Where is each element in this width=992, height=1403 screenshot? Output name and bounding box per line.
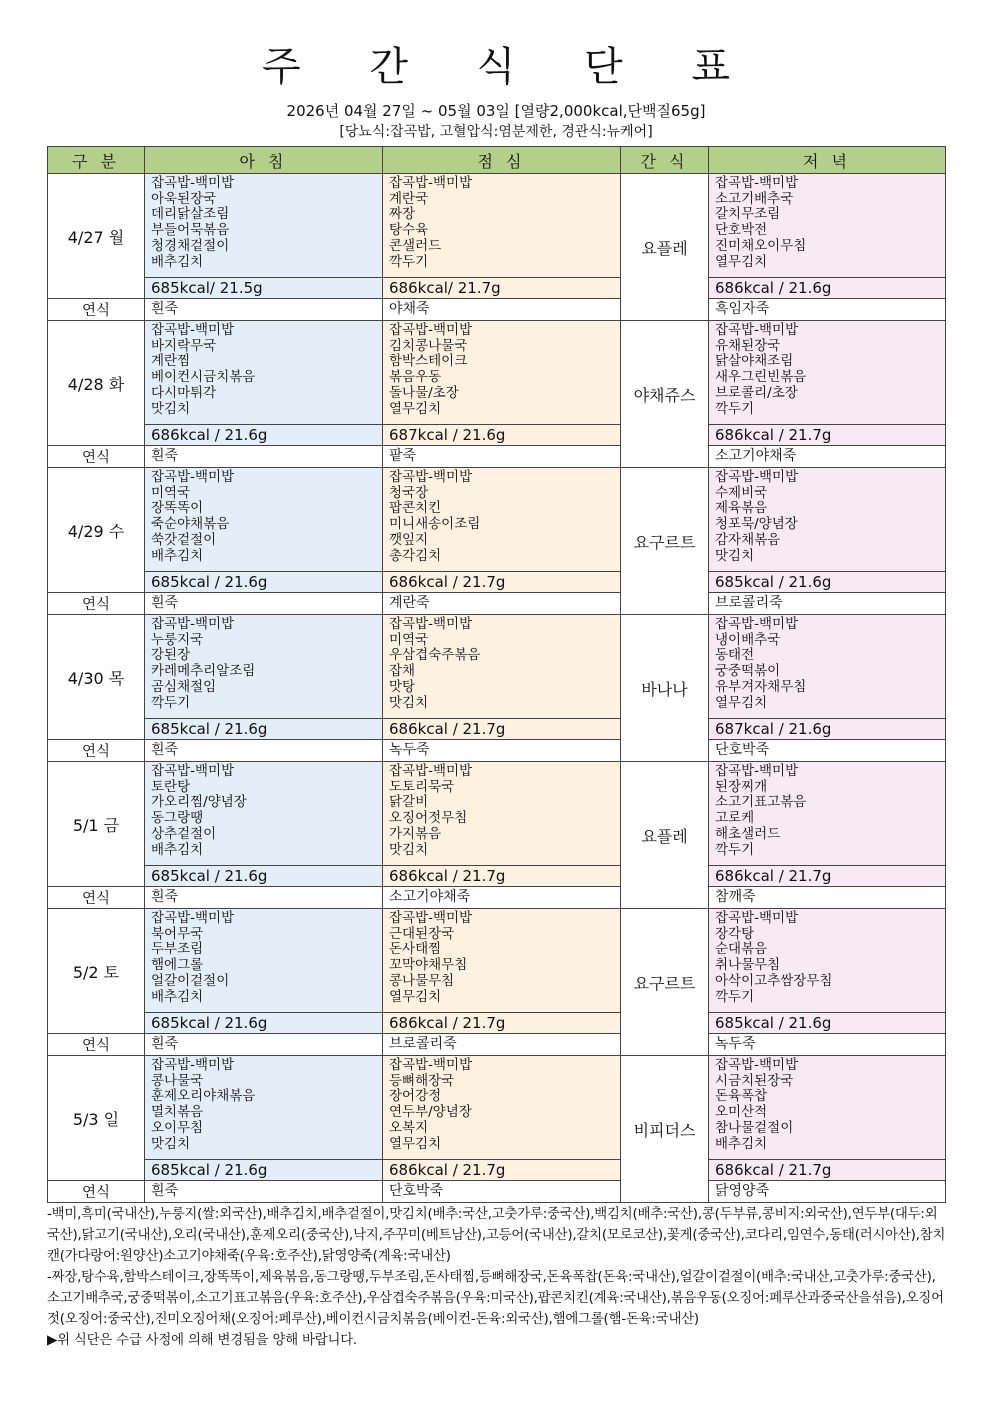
dish-item: 제육볶음 [715, 500, 768, 517]
dish-item: 해초샐러드 [715, 825, 781, 842]
dinner-porridge: 소고기야채죽 [709, 446, 946, 468]
day-label: 4/30 목 [48, 615, 145, 740]
dish-item: 깻잎지 [389, 531, 429, 548]
breakfast-porridge: 흰죽 [145, 1181, 383, 1203]
dish-item: 열무김치 [389, 1135, 442, 1152]
dish-item: 가지볶음 [389, 825, 442, 842]
dish-item: 시금치된장국 [715, 1072, 794, 1089]
breakfast-dishes [145, 762, 383, 866]
dish-item: 배추김치 [151, 547, 204, 564]
dish-item: 맛김치 [389, 694, 429, 711]
dinner-porridge: 브로콜리죽 [709, 593, 946, 615]
dish-item: 우삼겹숙주볶음 [389, 647, 481, 664]
porridge-label: 연식 [48, 446, 145, 468]
day-dishes-row [48, 1056, 946, 1160]
dish-item: 청국장 [389, 484, 429, 501]
dish-item: 취나물무침 [715, 957, 781, 974]
dish-item: 맛김치 [715, 547, 755, 564]
breakfast-dishes [145, 468, 383, 572]
dish-item: 멸치볶음 [151, 1104, 204, 1121]
dish-item: 잡채 [389, 663, 416, 680]
day-dishes-row [48, 174, 946, 278]
day-porridge-row [48, 446, 946, 468]
dish-item: 쑥갓겉절이 [151, 531, 217, 548]
dish-item: 오이무침 [151, 1119, 204, 1136]
dish-item: 닭살야채조림 [715, 353, 794, 370]
dish-item: 맛김치 [151, 400, 191, 417]
dish-item: 동태전 [715, 647, 755, 664]
day-kcal-row [48, 572, 946, 593]
lunch-dishes [383, 174, 621, 278]
dish-item: 잡곡밥-백미밥 [715, 616, 799, 632]
dish-item: 진미채오이무침 [715, 237, 807, 254]
snack-item: 요구르트 [621, 909, 709, 1056]
day-dishes-row [48, 468, 946, 572]
lunch-kcal: 687kcal / 21.6g [383, 425, 621, 446]
snack-item: 비피더스 [621, 1056, 709, 1203]
dish-item: 고로케 [715, 810, 755, 827]
dinner-kcal: 686kcal / 21.7g [709, 866, 946, 887]
dinner-porridge: 단호박죽 [709, 740, 946, 762]
breakfast-kcal: 685kcal / 21.6g [145, 572, 383, 593]
dish-item: 장똑똑이 [151, 500, 204, 517]
dish-item: 총각김치 [389, 547, 442, 564]
dinner-dishes [709, 468, 946, 572]
dish-item: 열무김치 [389, 988, 442, 1005]
lunch-kcal: 686kcal / 21.7g [383, 866, 621, 887]
dish-item: 북어무국 [151, 925, 204, 942]
page-title: 주 간 식 단 표 [261, 44, 759, 90]
dish-item: 미니새송이조림 [389, 516, 481, 533]
dish-item: 소고기배추국 [715, 190, 794, 207]
dish-item: 돈사태찜 [389, 941, 442, 958]
porridge-label: 연식 [48, 299, 145, 321]
breakfast-porridge: 흰죽 [145, 299, 383, 321]
porridge-label: 연식 [48, 1181, 145, 1203]
dish-item: 배추김치 [151, 841, 204, 858]
dish-item: 잡곡밥-백미밥 [389, 763, 473, 779]
dish-item: 짜장 [389, 206, 416, 223]
snack-item: 바나나 [621, 615, 709, 762]
day-dishes-row [48, 615, 946, 719]
dish-item: 누룽지국 [151, 631, 204, 648]
dish-item: 냉이배추국 [715, 631, 781, 648]
dish-item: 탕수육 [389, 222, 429, 239]
dish-item: 도토리묵국 [389, 778, 455, 795]
day-label: 4/28 화 [48, 321, 145, 446]
breakfast-dishes [145, 615, 383, 719]
weekly-menu-table [47, 146, 946, 1203]
dish-item: 수제비국 [715, 484, 768, 501]
dish-item: 잡곡밥-백미밥 [389, 469, 473, 485]
dish-item: 꼬막야채무침 [389, 957, 468, 974]
lunch-porridge: 소고기야채죽 [383, 887, 621, 909]
breakfast-kcal: 685kcal / 21.6g [145, 1160, 383, 1181]
dish-item: 카레메추리알조림 [151, 663, 256, 680]
breakfast-header: 아 침 [145, 147, 383, 174]
dish-item: 미역국 [389, 631, 429, 648]
dish-item: 아욱된장국 [151, 190, 217, 207]
day-label: 4/27 월 [48, 174, 145, 299]
dish-item: 유채된장국 [715, 337, 781, 354]
porridge-label: 연식 [48, 740, 145, 762]
day-porridge-row [48, 887, 946, 909]
dish-item: 부들어묵볶음 [151, 222, 230, 239]
lunch-header: 점 심 [383, 147, 621, 174]
dish-item: 미역국 [151, 484, 191, 501]
breakfast-kcal: 686kcal / 21.6g [145, 425, 383, 446]
dish-item: 얼갈이겉절이 [151, 972, 230, 989]
dish-item: 갈치무조림 [715, 206, 781, 223]
dish-item: 깍두기 [715, 400, 755, 417]
dish-item: 햄에그롤 [151, 957, 204, 974]
dish-item: 볶음우동 [389, 369, 442, 386]
day-kcal-row [48, 719, 946, 740]
lunch-kcal: 686kcal / 21.7g [383, 1013, 621, 1034]
dish-item: 맛탕 [389, 678, 416, 695]
snack-item: 야채쥬스 [621, 321, 709, 468]
dish-item: 잡곡밥-백미밥 [389, 616, 473, 632]
dish-item: 잡곡밥-백미밥 [151, 763, 235, 779]
breakfast-porridge: 흰죽 [145, 887, 383, 909]
dish-item: 동그랑땡 [151, 810, 204, 827]
lunch-porridge: 야채죽 [383, 299, 621, 321]
dinner-porridge: 녹두죽 [709, 1034, 946, 1056]
dish-item: 장어강정 [389, 1088, 442, 1105]
dish-item: 팝콘치킨 [389, 500, 442, 517]
dinner-dishes [709, 321, 946, 425]
dish-item: 연두부/양념장 [389, 1104, 472, 1121]
breakfast-kcal: 685kcal/ 21.5g [145, 278, 383, 299]
dish-item: 장각탕 [715, 925, 755, 942]
day-kcal-row [48, 1160, 946, 1181]
day-kcal-row [48, 278, 946, 299]
note-line: ▶위 식단은 수급 사정에 의해 변경됨을 양해 바랍니다. [47, 1333, 357, 1348]
dish-item: 오복지 [389, 1119, 429, 1136]
dinner-dishes [709, 762, 946, 866]
dish-item: 유부겨자채무침 [715, 678, 807, 695]
dinner-dishes [709, 909, 946, 1013]
dish-item: 데리닭살조림 [151, 206, 230, 223]
dinner-dishes [709, 1056, 946, 1160]
dish-item: 배추김치 [715, 1135, 768, 1152]
origin-notes [47, 1204, 947, 1351]
dish-item: 배추김치 [151, 988, 204, 1005]
day-dishes-row [48, 762, 946, 866]
day-label: 5/3 일 [48, 1056, 145, 1181]
lunch-dishes [383, 468, 621, 572]
lunch-dishes [383, 909, 621, 1013]
dish-item: 죽순야채볶음 [151, 516, 230, 533]
day-kcal-row [48, 425, 946, 446]
day-label: 4/29 수 [48, 468, 145, 593]
dish-item: 콩나물무침 [389, 972, 455, 989]
dish-item: 맛김치 [151, 1135, 191, 1152]
dish-item: 잡곡밥-백미밥 [715, 763, 799, 779]
day-porridge-row [48, 1034, 946, 1056]
lunch-kcal: 686kcal / 21.7g [383, 719, 621, 740]
dish-item: 잡곡밥-백미밥 [389, 1057, 473, 1073]
dish-item: 두부조림 [151, 941, 204, 958]
day-kcal-row [48, 1013, 946, 1034]
breakfast-porridge: 흰죽 [145, 446, 383, 468]
breakfast-kcal: 685kcal / 21.6g [145, 719, 383, 740]
dish-item: 참나물겉절이 [715, 1119, 794, 1136]
dish-item: 토란탕 [151, 778, 191, 795]
dish-item: 콘샐러드 [389, 237, 442, 254]
breakfast-porridge: 흰죽 [145, 593, 383, 615]
lunch-kcal: 686kcal / 21.7g [383, 572, 621, 593]
snack-item: 요플레 [621, 174, 709, 321]
dish-item: 잡곡밥-백미밥 [389, 322, 473, 338]
dish-item: 잡곡밥-백미밥 [715, 175, 799, 191]
dish-item: 브로콜리/초장 [715, 384, 798, 401]
diet-line: [당뇨식:잡곡밥, 고혈압식:염분제한, 경관식:뉴케어] [339, 124, 653, 140]
day-dishes-row [48, 909, 946, 1013]
dinner-dishes [709, 174, 946, 278]
day-porridge-row [48, 593, 946, 615]
dish-item: 잡곡밥-백미밥 [715, 469, 799, 485]
dish-item: 가오리찜/양념장 [151, 794, 247, 811]
day-kcal-row [48, 866, 946, 887]
dish-item: 궁중떡볶이 [715, 663, 781, 680]
dish-item: 함박스테이크 [389, 353, 468, 370]
breakfast-dishes [145, 174, 383, 278]
lunch-porridge: 단호박죽 [383, 1181, 621, 1203]
dish-item: 깍두기 [715, 841, 755, 858]
dish-item: 감자채볶음 [715, 531, 781, 548]
lunch-kcal: 686kcal/ 21.7g [383, 278, 621, 299]
dish-item: 잡곡밥-백미밥 [715, 322, 799, 338]
note-line: -짜장,탕수육,함박스테이크,장똑똑이,제육볶음,동그랑땡,두부조림,돈사태찜,등뼈해장국,돈육폭찹(돈육:국내산),얼갈이겉절이(배추:국내산,고춧가루:중국산),소고기배추국,궁중떡볶이,소고기표고볶음(우육:호주산),우삼겹숙주볶음(우육:미국산),팝콘치킨(계육:국내산),볶음우동(오징어:페루산과중국산을섞음),오징어젓(오징어:중국산),진미오징어채(오징어:페루산),베이컨시금치볶음(베이컨-돈육:외국산),햄에그롤(햄-돈육:국내산) [47, 1270, 944, 1327]
dish-item: 잡곡밥-백미밥 [151, 322, 235, 338]
dish-item: 강된장 [151, 647, 191, 664]
dinner-kcal: 685kcal / 21.6g [709, 1013, 946, 1034]
dish-item: 청경채겉절이 [151, 237, 230, 254]
lunch-porridge: 팥죽 [383, 446, 621, 468]
day-dishes-row [48, 321, 946, 425]
dish-item: 된장찌개 [715, 778, 768, 795]
dinner-dishes [709, 615, 946, 719]
dish-item: 상추겉절이 [151, 825, 217, 842]
lunch-porridge: 브로콜리죽 [383, 1034, 621, 1056]
dish-item: 잡곡밥-백미밥 [389, 175, 473, 191]
dish-item: 다시마튀각 [151, 384, 217, 401]
dish-item: 베이컨시금치볶음 [151, 369, 256, 386]
lunch-porridge: 녹두죽 [383, 740, 621, 762]
breakfast-dishes [145, 321, 383, 425]
dinner-kcal: 687kcal / 21.6g [709, 719, 946, 740]
dish-item: 깍두기 [151, 694, 191, 711]
lunch-porridge: 계란죽 [383, 593, 621, 615]
dinner-kcal: 685kcal / 21.6g [709, 572, 946, 593]
dish-item: 맛김치 [389, 841, 429, 858]
dish-item: 돌나물/초장 [389, 384, 459, 401]
dish-item: 잡곡밥-백미밥 [715, 910, 799, 926]
porridge-label: 연식 [48, 593, 145, 615]
day-label: 5/2 토 [48, 909, 145, 1034]
breakfast-dishes [145, 909, 383, 1013]
snack-item: 요구르트 [621, 468, 709, 615]
dish-item: 깍두기 [389, 253, 429, 270]
dish-item: 오미산적 [715, 1104, 768, 1121]
dinner-porridge: 참깨죽 [709, 887, 946, 909]
dish-item: 단호박전 [715, 222, 768, 239]
dish-item: 순대볶음 [715, 941, 768, 958]
breakfast-kcal: 685kcal / 21.6g [145, 1013, 383, 1034]
menu-body [48, 174, 946, 1203]
dinner-kcal: 686kcal / 21.6g [709, 278, 946, 299]
note-line: -백미,흑미(국내산),누룽지(쌀:외국산),배추김치,배추겉절이,맛김치(배추:국산,고춧가루:중국산),백김치(배추:국산),콩(두부류,콩비지:외국산),연두부(대두:외국산),닭고기(국내산),오리(국내산),훈제오리(중국산),낙지,주꾸미(베트남산),고등어(국내산),갈치(모로코산),꽃게(중국산),코다리,임연수,동태(러시아산),참치캔(가다랑어:원양산)소고기야채죽(우육:호주산),닭영양죽(계육:국내산) [47, 1207, 946, 1264]
snack-item: 요플레 [621, 762, 709, 909]
dish-item: 열무김치 [389, 400, 442, 417]
dinner-kcal: 686kcal / 21.7g [709, 1160, 946, 1181]
dish-item: 새우그린빈볶음 [715, 369, 807, 386]
dish-item: 콩나물국 [151, 1072, 204, 1089]
dish-item: 계란찜 [151, 353, 191, 370]
dish-item: 바지락무국 [151, 337, 217, 354]
dinner-porridge: 흑임자죽 [709, 299, 946, 321]
snack-header: 간 식 [621, 147, 709, 174]
dish-item: 훈제오리야채볶음 [151, 1088, 256, 1105]
day-porridge-row [48, 1181, 946, 1203]
dinner-kcal: 686kcal / 21.7g [709, 425, 946, 446]
dish-item: 청포묵/양념장 [715, 516, 798, 533]
day-porridge-row [48, 299, 946, 321]
dinner-header: 저 녁 [709, 147, 946, 174]
dish-item: 잡곡밥-백미밥 [151, 910, 235, 926]
dish-item: 열무김치 [715, 694, 768, 711]
porridge-label: 연식 [48, 1034, 145, 1056]
day-porridge-row [48, 740, 946, 762]
dish-item: 계란국 [389, 190, 429, 207]
dish-item: 배추김치 [151, 253, 204, 270]
breakfast-porridge: 흰죽 [145, 740, 383, 762]
lunch-kcal: 686kcal / 21.7g [383, 1160, 621, 1181]
dish-item: 닭갈비 [389, 794, 429, 811]
lunch-dishes [383, 615, 621, 719]
day-label: 5/1 금 [48, 762, 145, 887]
dish-item: 열무김치 [715, 253, 768, 270]
lunch-dishes [383, 762, 621, 866]
category-header: 구 분 [48, 147, 145, 174]
breakfast-dishes [145, 1056, 383, 1160]
dish-item: 아삭이고추쌈장무침 [715, 972, 833, 989]
dish-item: 깍두기 [715, 988, 755, 1005]
dish-item: 오징어젓무침 [389, 810, 468, 827]
dish-item: 잡곡밥-백미밥 [151, 616, 235, 632]
dish-item: 등뼈해장국 [389, 1072, 455, 1089]
dish-item: 근대된장국 [389, 925, 455, 942]
dish-item: 김치콩나물국 [389, 337, 468, 354]
dinner-porridge: 닭영양죽 [709, 1181, 946, 1203]
dish-item: 돈육폭찹 [715, 1088, 768, 1105]
dish-item: 잡곡밥-백미밥 [389, 910, 473, 926]
dish-item: 잡곡밥-백미밥 [715, 1057, 799, 1073]
breakfast-kcal: 685kcal / 21.6g [145, 866, 383, 887]
header-row [48, 147, 946, 174]
dish-item: 곰심채절임 [151, 678, 217, 695]
breakfast-porridge: 흰죽 [145, 1034, 383, 1056]
dish-item: 잡곡밥-백미밥 [151, 1057, 235, 1073]
lunch-dishes [383, 1056, 621, 1160]
lunch-dishes [383, 321, 621, 425]
dish-item: 소고기표고볶음 [715, 794, 807, 811]
dish-item: 잡곡밥-백미밥 [151, 175, 235, 191]
period-line: 2026년 04월 27일 ~ 05월 03일 [열량2,000kcal,단백질65g] [286, 102, 706, 120]
porridge-label: 연식 [48, 887, 145, 909]
dish-item: 잡곡밥-백미밥 [151, 469, 235, 485]
